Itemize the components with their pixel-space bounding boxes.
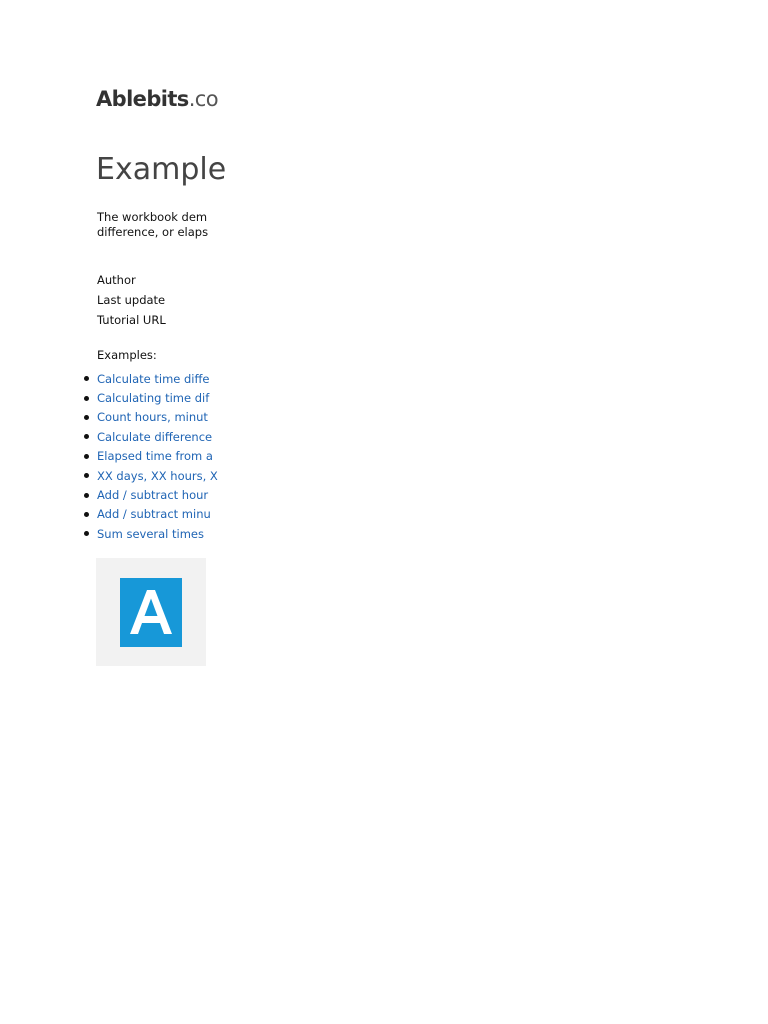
bullet-icon <box>84 512 89 517</box>
list-item <box>84 427 218 446</box>
metadata-block <box>97 272 166 332</box>
author-label: Author <box>97 273 136 287</box>
list-item <box>84 369 218 388</box>
list-item <box>84 505 218 524</box>
ablebits-logo-icon <box>120 578 182 647</box>
list-item <box>84 408 218 427</box>
tutorial-url-label: Tutorial URL <box>97 313 166 327</box>
example-link[interactable]: Count hours, minut <box>97 410 208 425</box>
last-update-label: Last update <box>97 293 166 307</box>
bullet-icon <box>84 493 89 498</box>
page-title: Example <box>96 152 227 187</box>
letter-a-icon <box>120 578 182 647</box>
bullet-icon <box>84 454 89 459</box>
list-item <box>84 466 218 485</box>
example-link[interactable]: Calculate time diffe <box>97 371 210 386</box>
list-item <box>84 388 218 407</box>
example-link[interactable]: Sum several times <box>97 526 204 541</box>
bullet-icon <box>84 531 89 536</box>
logo-domain-text: .co <box>188 87 218 111</box>
example-link[interactable]: Elapsed time from a <box>97 449 213 464</box>
list-item <box>84 447 218 466</box>
example-link[interactable]: Calculating time dif <box>97 391 210 406</box>
bullet-icon <box>84 473 89 478</box>
workbook-description <box>97 210 208 240</box>
bullet-icon <box>84 415 89 420</box>
example-link[interactable]: Calculate difference <box>97 429 213 444</box>
bullet-icon <box>84 376 89 381</box>
logo-main-text: Ablebits <box>96 87 189 111</box>
description-line-2: difference, or elaps <box>97 225 209 239</box>
examples-list <box>84 369 218 544</box>
example-link[interactable]: Add / subtract minu <box>97 507 211 522</box>
bullet-icon <box>84 434 89 439</box>
bullet-icon <box>84 396 89 401</box>
list-item <box>84 485 218 504</box>
ablebits-logo-panel <box>96 558 206 666</box>
examples-heading: Examples: <box>97 348 157 362</box>
description-line-1: The workbook dem <box>97 210 208 224</box>
ablebits-logo <box>96 86 218 112</box>
example-link[interactable]: XX days, XX hours, X <box>97 468 218 483</box>
document-page <box>0 0 227 1024</box>
list-item <box>84 524 218 543</box>
example-link[interactable]: Add / subtract hour <box>97 488 209 503</box>
